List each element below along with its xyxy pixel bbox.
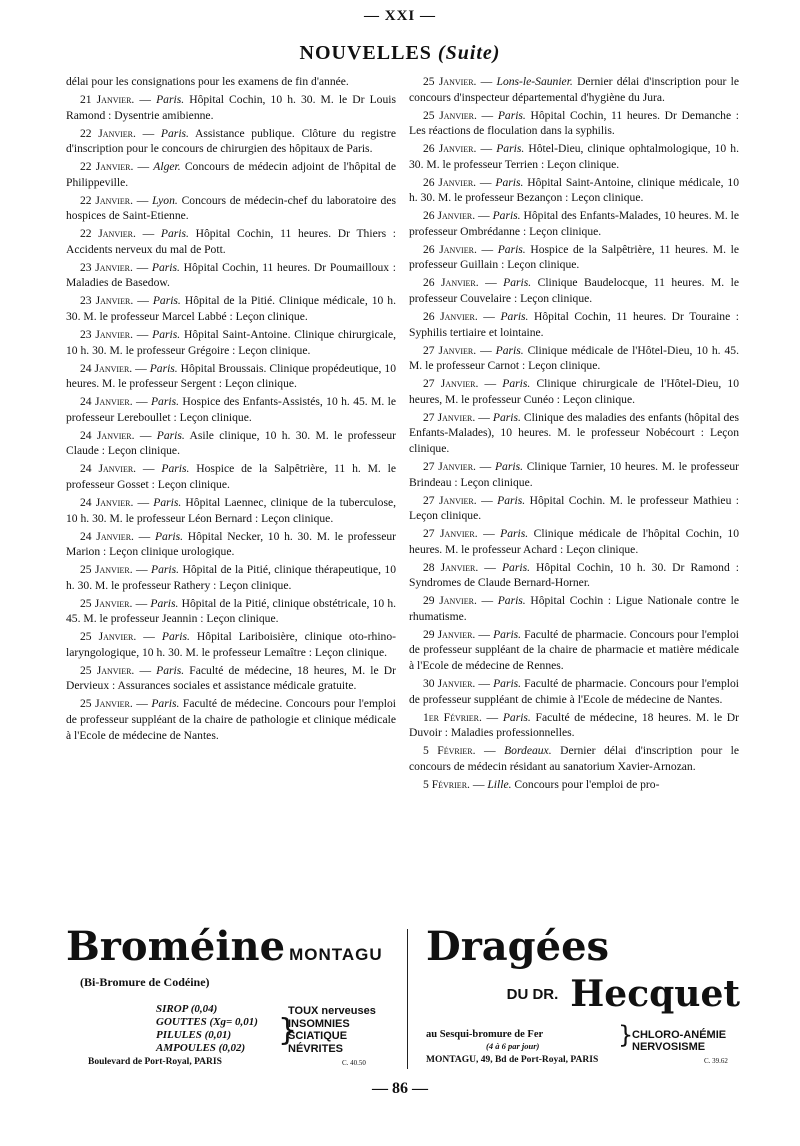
entry-date: 24 Janvier. — [80, 529, 134, 543]
entry-dash: — — [476, 242, 498, 256]
entry-dash: — — [135, 227, 161, 241]
form-item: AMPOULES (0,02) — [156, 1042, 246, 1054]
entry-text: Concours de médecin adjoint de l'hôpital de Philippeville. — [66, 160, 397, 189]
ad-bromeine — [66, 923, 396, 1075]
news-entry — [66, 92, 396, 123]
entry-place: Paris. — [497, 493, 526, 507]
news-entry — [409, 676, 739, 707]
entry-text: Asile clinique, 10 h. 30. M. le professeur Claude : Leçon clinique. — [66, 428, 397, 458]
entry-date: 24 Janvier. — [80, 428, 135, 442]
entry-text: Faculté de médecine. Concours pour l'emploi de professeur suppléant de la chaire de pathologie et clinique médicale à l'Ecole de médecine de Nantes. — [66, 697, 397, 742]
form-item: PILULES (0,01) — [156, 1029, 232, 1041]
entry-space — [190, 630, 197, 643]
entry-date: 27 Janvier. — [423, 527, 478, 541]
news-entry — [66, 293, 396, 324]
entry-place: Paris. — [495, 343, 524, 357]
entry-dash: — — [136, 462, 162, 476]
page-number: — 86 — — [372, 1080, 428, 1097]
news-entry — [409, 459, 739, 490]
entry-place: Paris. — [160, 126, 189, 140]
entry-place: Lons-le-Saunier. — [496, 75, 573, 88]
news-entry — [66, 495, 396, 526]
dragees-address: MONTAGU, 49, Bd de Port-Royal, PARIS — [426, 1055, 599, 1065]
news-entry — [409, 627, 739, 674]
indication-item: NÉVRITES — [288, 1042, 344, 1055]
brace-icon: } — [618, 1021, 634, 1049]
entry-place: Paris. — [492, 410, 521, 424]
entry-place: Paris. — [494, 459, 523, 473]
news-entry — [409, 710, 739, 741]
entry-text: Hospice des Enfants-Assistés, 10 h. 45. M. le professeur Lereboullet : Leçon clinique. — [66, 395, 397, 424]
ad-divider — [407, 929, 408, 1069]
entry-place: Paris. — [149, 361, 178, 375]
entry-place: Paris. — [151, 260, 180, 274]
entry-date: 24 Janvier. — [80, 495, 134, 509]
entry-date: 24 Janvier. — [80, 395, 133, 409]
entry-date: 26 Janvier. — [423, 242, 477, 256]
entry-place: Paris. — [492, 209, 521, 223]
bromeine-indications — [288, 1005, 388, 1055]
entry-dash: — — [476, 175, 496, 189]
entry-dash: — — [476, 75, 497, 88]
news-entry — [409, 108, 739, 139]
entry-dash: — — [134, 92, 157, 106]
entry-text: Hôpital Lariboisière, clinique oto-rhino-laryngologique, 10 h. 30. M. le professeur Lemaître : Leçon clinique. — [66, 630, 397, 659]
entry-place: Paris. — [150, 395, 179, 409]
indication-item: NERVOSISME — [632, 1041, 706, 1053]
entry-text: Clinique des maladies des enfants (hôpital des Enfants-Malades), 10 heures. M. le professeur Nobécourt : Leçon clinique. — [409, 410, 740, 455]
entry-place: Paris. — [500, 527, 529, 541]
entry-date: 5 Février. — [423, 777, 470, 791]
entry-date: 23 Janvier. — [80, 328, 133, 342]
entry-text: Hôpital Broussais. Clinique propédeutique, 10 heures. M. le professeur Sergent : Leçon clinique. — [66, 361, 396, 391]
entry-date: 25 Janvier. — [80, 596, 133, 610]
entry-date: 25 Janvier. — [423, 75, 477, 88]
indication-item: INSOMNIES — [288, 1017, 350, 1030]
dragees-doctor — [422, 973, 740, 1015]
entry-place: Paris. — [156, 428, 185, 442]
indication-item: CHLORO-ANÉMIE — [632, 1029, 727, 1041]
entry-dash: — — [475, 410, 493, 424]
news-entry — [66, 226, 396, 257]
news-entry — [66, 663, 396, 694]
entry-dash: — — [481, 710, 503, 724]
entry-dash: — — [132, 596, 151, 610]
entry-text: Hôpital Cochin, 10 h. 30. M. le Dr Louis Ramond : Dysentrie amibienne. — [66, 92, 397, 122]
entry-dash: — — [132, 361, 150, 375]
entry-date: 1er Février. — [423, 710, 482, 724]
entry-date: 23 Janvier. — [80, 294, 134, 308]
entry-dash: — — [133, 328, 153, 342]
entry-dash: — — [475, 627, 494, 641]
entry-date: 22 Janvier. — [80, 193, 133, 207]
entry-place: Paris. — [496, 142, 525, 156]
news-entry — [409, 526, 739, 557]
entry-text: Clinique Tarnier, 10 heures. M. le professeur Brindeau : Leçon clinique. — [409, 459, 740, 489]
entry-date: 29 Janvier. — [423, 594, 477, 608]
entry-date: 28 Janvier. — [423, 560, 479, 574]
entry-place: Paris. — [160, 227, 189, 241]
entry-place: Paris. — [161, 462, 190, 476]
entry-place: Paris. — [152, 294, 181, 308]
news-entry — [66, 394, 396, 425]
entry-place: Paris. — [153, 495, 182, 509]
news-entry — [409, 493, 739, 524]
entry-date: 26 Janvier. — [423, 175, 477, 189]
entry-dash: — — [476, 594, 498, 608]
entry-space — [552, 744, 560, 757]
entry-text: Hôpital Cochin, 11 heures. Dr Demanche : Les réactions de floculation dans la syphilis. — [409, 108, 739, 138]
entry-text: Hôpital Cochin, 11 heures. Dr Poumailloux : Maladies de Basedow. — [66, 260, 397, 290]
entry-text: Hôpital Cochin, 10 h. 30. Dr Ramond : Syndromes de Claude Bernard-Horner. — [409, 560, 740, 590]
entry-text: Hôtel-Dieu, clinique ophtalmologique, 10 h. 30. M. le professeur Terrien : Leçon clinique. — [409, 142, 740, 171]
entry-dash: — — [132, 395, 151, 409]
entry-place: Paris. — [156, 92, 185, 106]
news-entry — [409, 777, 739, 793]
bromeine-brand: Broméine — [66, 923, 286, 970]
entry-text: Faculté de pharmacie. Concours pour l'emploi de professeur suppléant de la chaire de pharmacie et matière médicale à l'Ecole de médecine de Rennes. — [409, 627, 740, 673]
form-item: GOUTTES (Xg= 0,01) — [156, 1016, 258, 1028]
entry-dash: — — [476, 493, 498, 507]
news-entry — [409, 175, 739, 206]
dragees-name: Hecquet — [570, 973, 740, 1015]
right-column — [409, 74, 739, 795]
news-entry — [66, 260, 396, 291]
page-title — [0, 42, 800, 65]
roman-page-number: — XXI — — [363, 8, 436, 24]
bromeine-subtitle: (Bi-Bromure de Codéine) — [80, 975, 210, 989]
entry-place: Paris. — [501, 560, 530, 574]
entry-dash: — — [477, 527, 501, 541]
entry-space — [189, 227, 196, 240]
entry-text: Hospice de la Salpêtrière, 11 h. M. le professeur Gosset : Leçon clinique. — [66, 462, 397, 491]
entry-date: 21 Janvier. — [80, 92, 135, 106]
entry-text: Clinique chirurgicale de l'Hôtel-Dieu, 10 heures, M. le professeur Cunéo : Leçon clinique. — [409, 377, 740, 406]
entry-dash: — — [133, 495, 154, 509]
entry-date: 24 Janvier. — [80, 462, 137, 476]
entry-text: Hôpital de la Pitié, clinique obstétricale, 10 h. 45. M. le professeur Jeannin : Leçon clinique. — [66, 596, 397, 626]
entry-text: Faculté de pharmacie. Concours pour l'emploi de professeur suppléant de chimie à l'Ecole de médecine de Nantes. — [409, 677, 740, 706]
news-entry — [66, 629, 396, 660]
entry-date: 27 Janvier. — [423, 493, 477, 507]
entry-dash: — — [469, 777, 488, 791]
news-entry — [66, 193, 396, 224]
entry-date: 22 Janvier. — [80, 160, 134, 174]
entry-dash: — — [134, 428, 157, 442]
entry-date: 29 Janvier. — [423, 627, 476, 641]
news-entry — [409, 743, 739, 774]
entry-place: Paris. — [495, 175, 524, 189]
entry-date: 25 Janvier. — [80, 663, 135, 677]
entry-date: 27 Janvier. — [423, 377, 479, 391]
entry-dash: — — [136, 630, 162, 644]
form-item: SIROP (0,04) — [156, 1003, 218, 1015]
news-entry — [409, 309, 739, 340]
advertisements — [66, 923, 740, 1075]
news-entry — [66, 126, 396, 157]
news-entry — [409, 141, 739, 172]
entry-place: Paris. — [154, 529, 183, 543]
news-entry — [66, 529, 396, 560]
news-entry — [409, 343, 739, 374]
brace-icon: } — [278, 1013, 298, 1048]
dragees-indications — [632, 1029, 726, 1053]
title-main: NOUVELLES — [299, 42, 432, 64]
entry-dash: — — [475, 744, 505, 758]
indication-item: SCIATIQUE — [288, 1030, 348, 1042]
title-suite: (Suite) — [437, 42, 501, 64]
news-entry — [66, 461, 396, 492]
entry-text: Clinique médicale de l'hôpital Cochin, 10 heures. M. le professeur Achard : Leçon clinique. — [409, 527, 740, 556]
entry-dash: — — [133, 294, 153, 308]
entry-text: Faculté de médecine, 18 heures. M. le Dr Duvoir : Maladies professionnelles. — [409, 710, 739, 740]
dragees-dose: (4 à 6 par jour) — [486, 1041, 540, 1051]
entry-place: Paris. — [151, 697, 180, 711]
entry-dash: — — [478, 560, 502, 574]
entry-place: Alger. — [153, 160, 181, 174]
entry-text: Dernier délai d'inscription pour le concours d'inspecteur départemental d'hygiène du Jura. — [409, 75, 739, 104]
bromeine-forms — [156, 1003, 286, 1055]
entry-date: 30 Janvier. — [423, 677, 476, 691]
entry-text: Concours de médecin-chef du laboratoire des hospices de Saint-Etienne. — [66, 193, 397, 223]
entry-date: 27 Janvier. — [423, 459, 476, 473]
news-entry — [409, 410, 739, 457]
news-entry — [66, 159, 396, 190]
entry-text: Hôpital Cochin. M. le professeur Mathieu : Leçon clinique. — [409, 493, 740, 523]
entry-place: Paris. — [503, 276, 532, 290]
entry-text: Hôpital des Enfants-Malades, 10 heures. M. le professeur Ombrédanne : Leçon clinique. — [409, 209, 739, 238]
entry-dash: — — [134, 663, 157, 677]
entry-text: Hôpital Saint-Antoine. Clinique chirurgicale, 10 h. 30. M. le professeur Grégoire : Leçon clinique. — [66, 328, 396, 357]
entry-place: Paris. — [493, 677, 522, 691]
indication-item: TOUX nerveuses — [288, 1005, 376, 1017]
news-entry — [66, 562, 396, 593]
dragees-composition: au Sesqui-bromure de Fer — [426, 1029, 544, 1040]
entry-place: Paris. — [152, 328, 181, 342]
entry-dash: — — [475, 459, 495, 473]
dragees-du-dr: DU DR. — [506, 985, 559, 1003]
entry-text: Hôpital de la Pitié. Clinique médicale, 10 h. 30. M. le professeur Marcel Labbé : Leçon clinique. — [66, 294, 397, 324]
entry-dash: — — [476, 108, 498, 122]
entry-dash: — — [477, 310, 501, 324]
news-entry — [66, 327, 396, 358]
entry-text: Hôpital Saint-Antoine, clinique médicale, 10 h. 30. M. le professeur Bezançon : Leçon clinique. — [409, 175, 739, 205]
entry-text: Hôpital Necker, 10 h. 30. M. le professeur Marion : Leçon clinique urologique. — [66, 529, 396, 559]
entry-place: Paris. — [150, 596, 179, 610]
entry-place: Paris. — [493, 627, 522, 641]
ad-dragees — [422, 923, 740, 1075]
news-entry — [409, 376, 739, 407]
entry-dash: — — [475, 209, 493, 223]
entry-dash: — — [478, 377, 503, 391]
entry-dash: — — [132, 260, 152, 274]
entry-text: Hôpital Cochin, 11 heures. Dr Touraine : Syphilis tertiaire et lointaine. — [409, 310, 740, 339]
dragees-title: Dragées — [426, 923, 610, 970]
entry-text: Faculté de médecine, 18 heures, M. le Dr Dervieux : Assurances sociales et assistance médicale gratuite. — [66, 663, 396, 693]
entry-date: 22 Janvier. — [80, 227, 136, 241]
entry-place: Paris. — [500, 310, 529, 324]
entry-date: 22 Janvier. — [80, 126, 136, 140]
entry-dash: — — [478, 276, 504, 290]
entry-place: Paris. — [156, 663, 185, 677]
news-entry — [409, 74, 739, 105]
entry-text: Concours pour l'emploi de pro- — [514, 777, 660, 791]
entry-date: 25 Janvier. — [80, 630, 137, 644]
entry-place: Paris. — [497, 108, 526, 122]
entry-text: Assistance publique. Clôture du registre d'inscription pour le concours de chirurgien des hôpitaux de Paris. — [66, 126, 396, 156]
entry-text: Hôpital Laennec, clinique de la tuberculose, 10 h. 30. M. le professeur Léon Bernard : Leçon clinique. — [66, 495, 397, 525]
entry-dash: — — [135, 126, 161, 140]
entry-date: 25 Janvier. — [80, 697, 133, 711]
entry-date: 26 Janvier. — [423, 276, 479, 290]
bromeine-code: C. 40.50 — [342, 1059, 366, 1067]
bromeine-maker: MONTAGU — [289, 945, 383, 964]
dragees-code: C. 39.62 — [704, 1057, 728, 1065]
entry-dash: — — [475, 677, 494, 691]
news-entry — [409, 208, 739, 239]
entry-place: Lyon. — [152, 193, 178, 207]
entry-place: Paris. — [497, 594, 526, 608]
entry-dash: — — [476, 343, 496, 357]
entry-text: Clinique médicale de l'Hôtel-Dieu, 10 h. 45. M. le professeur Carnot : Leçon clinique. — [409, 343, 739, 373]
entry-dash: — — [132, 193, 153, 207]
entry-date: 26 Janvier. — [423, 310, 478, 324]
entry-dash: — — [476, 142, 497, 156]
entry-place: Lille. — [487, 777, 512, 791]
entry-date: 26 Janvier. — [423, 209, 476, 223]
news-entry — [409, 593, 739, 624]
entry-text: délai pour les consignations pour les examens de fin d'année. — [66, 75, 349, 88]
news-entry — [66, 428, 396, 459]
news-entry — [66, 696, 396, 743]
entry-text: Clinique Baudelocque, 11 heures. M. le professeur Couvelaire : Leçon clinique. — [409, 276, 739, 306]
entry-date: 25 Janvier. — [423, 108, 477, 122]
entry-date: 23 Janvier. — [80, 260, 133, 274]
entry-dash: — — [133, 529, 155, 543]
entry-date: 25 Janvier. — [80, 563, 133, 577]
entry-place: Paris. — [151, 563, 180, 577]
entry-place: Paris. — [161, 630, 190, 644]
entry-text: Hôpital de la Pitié, clinique thérapeutique, 10 h. 30. M. le professeur Rathery : Leçon clinique. — [66, 563, 397, 592]
entry-date: 27 Janvier. — [423, 410, 476, 424]
entry-place: Bordeaux. — [504, 744, 552, 758]
news-entry — [409, 275, 739, 306]
entry-place: Paris. — [497, 242, 526, 256]
news-entry — [66, 74, 396, 90]
entry-text: Hospice de la Salpêtrière, 11 heures. M. le professeur Guillain : Leçon clinique. — [409, 242, 739, 272]
entry-dash: — — [132, 563, 152, 577]
entry-date: 27 Janvier. — [423, 343, 477, 357]
entry-dash: — — [133, 160, 154, 174]
entry-place: Paris. — [502, 377, 531, 391]
left-column — [66, 74, 396, 746]
news-entry — [66, 596, 396, 627]
news-entry — [66, 361, 396, 392]
entry-text: Dernier délai d'inscription pour le concours de médecin résidant au sanatorium Xavier-Arnozan. — [409, 744, 740, 773]
entry-text: Hôpital Cochin : Ligue Nationale contre le rhumatisme. — [409, 594, 739, 623]
entry-date: 26 Janvier. — [423, 142, 477, 156]
entry-dash: — — [132, 697, 152, 711]
news-entry — [409, 560, 739, 591]
bromeine-address: Boulevard de Port-Royal, PARIS — [88, 1057, 222, 1067]
entry-text: Hôpital Cochin, 11 heures. Dr Thiers : Accidents nerveux du mal de Pott. — [66, 227, 396, 256]
entry-date: 24 Janvier. — [80, 361, 133, 375]
entry-date: 5 Février. — [423, 744, 476, 758]
entry-place: Paris. — [502, 710, 531, 724]
news-entry — [409, 242, 739, 273]
